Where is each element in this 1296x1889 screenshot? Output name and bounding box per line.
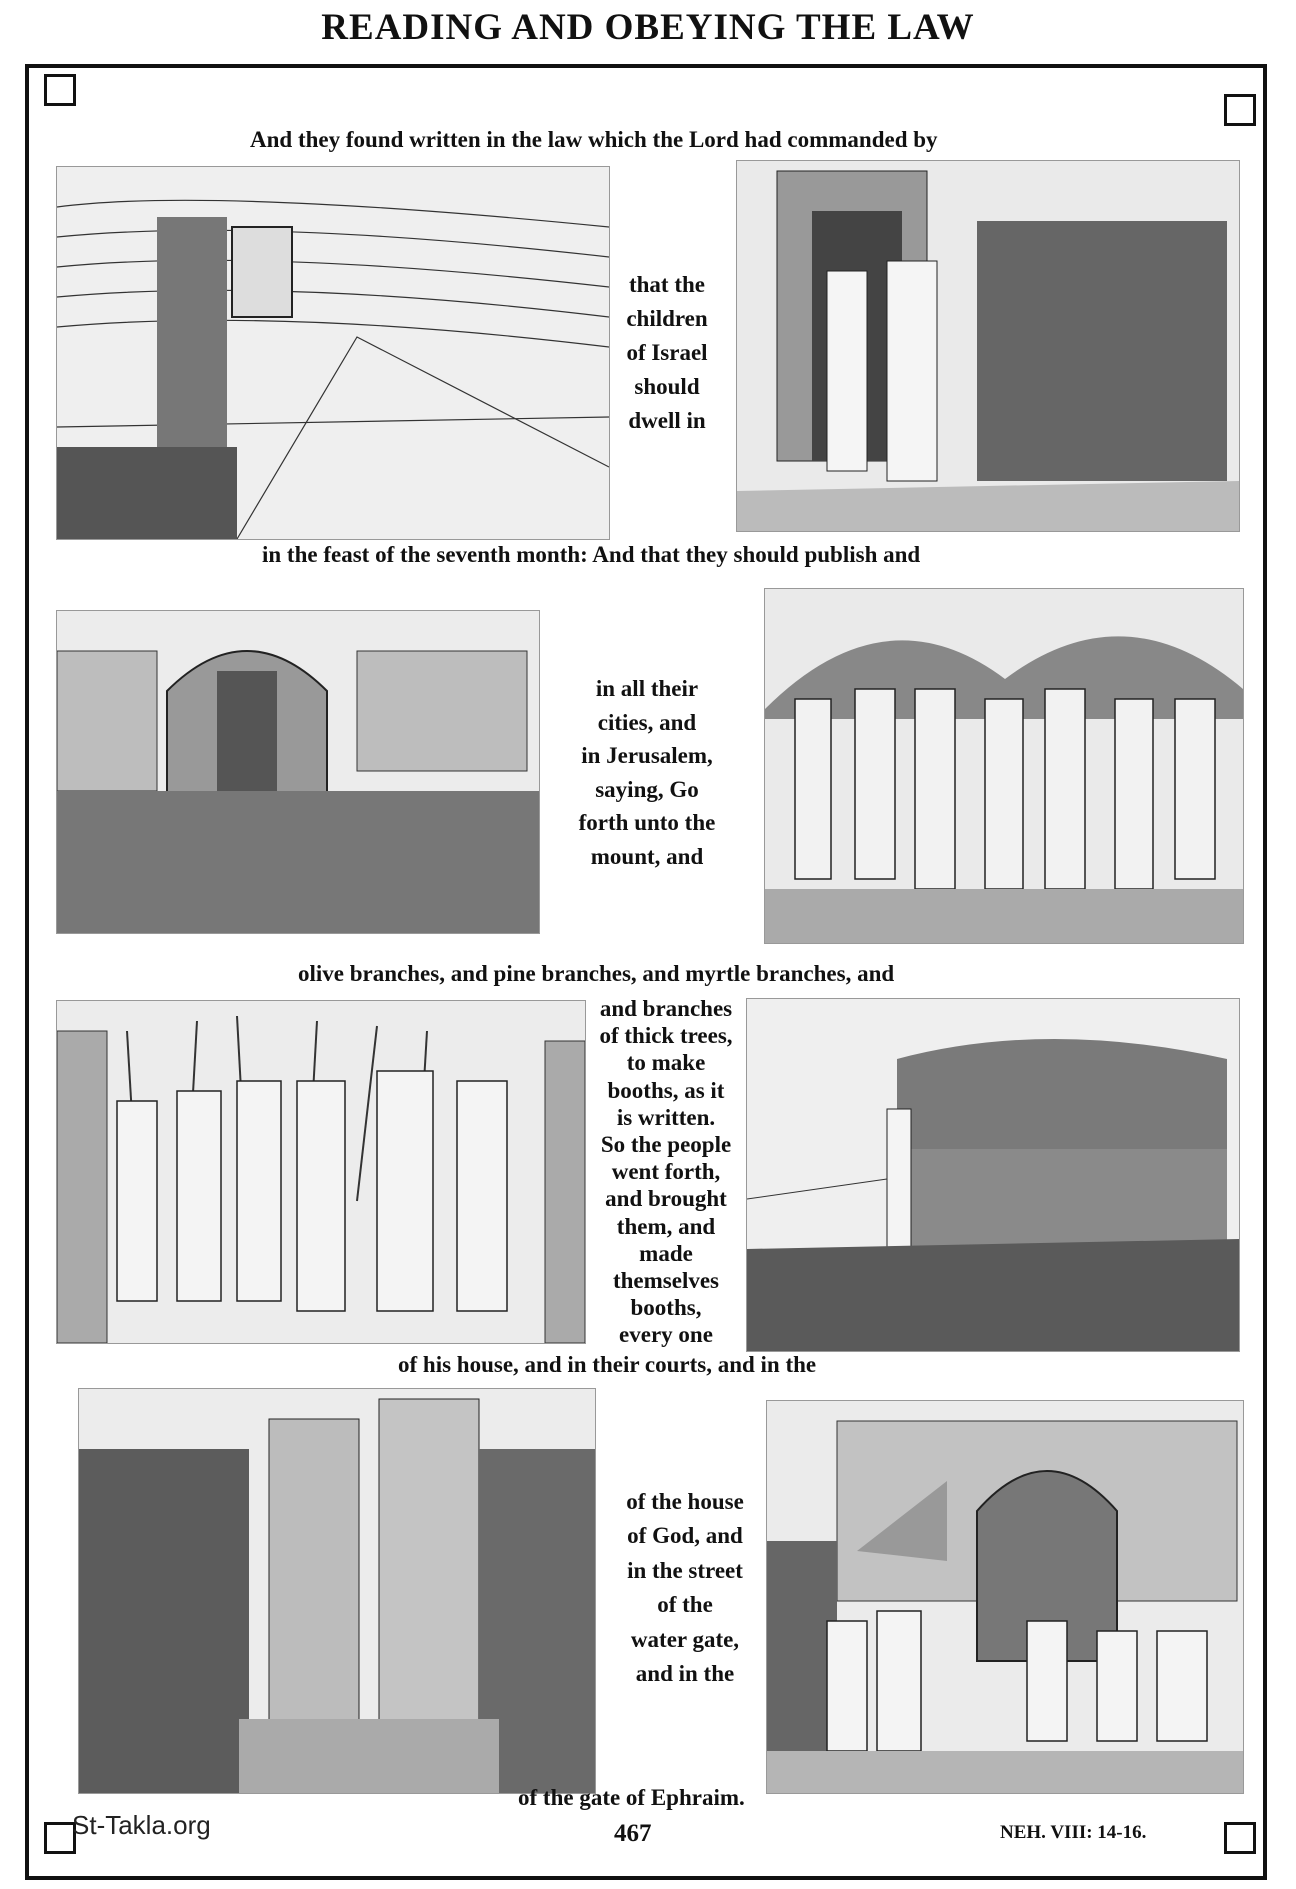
verse-line-5: of the gate of Ephraim. [518,1785,745,1810]
column-line: in the street [627,1557,743,1583]
column-line: children [626,306,708,331]
illustration-house-dwellers [736,160,1240,532]
column-line: to make [626,1050,706,1076]
column-line: that the [628,272,706,297]
verse-column-2 [560,672,734,873]
illustration-tower-courtyard [78,1388,596,1794]
verse-line-3: olive branches, and pine branches, and myrtle branches, and [298,961,895,986]
verse-column-3 [586,995,746,1349]
column-line: water gate, [630,1626,740,1652]
verse-line-2: in the feast of the seventh month: And that they should publish and [262,542,921,567]
watermark: St-Takla.org [72,1810,211,1840]
column-line: forth unto the [578,810,716,835]
illustration-palm-bearers [56,1000,586,1344]
column-line: of the house [626,1489,744,1514]
scripture-reference: NEH. VIII: 14-16. [1000,1822,1147,1843]
illustration-rooftop-booth [746,998,1240,1352]
column-line: in all their [595,676,699,701]
column-line: of thick trees, [599,1023,733,1049]
column-line: in Jerusalem, [581,743,713,768]
corner-ornament-br [1224,1822,1256,1854]
column-line: booths, [630,1295,702,1321]
illustration-moses-tablets [56,166,610,540]
column-line: dwell in [628,408,706,433]
column-line: and brought [605,1186,727,1212]
illustration-branch-gatherers [764,588,1244,944]
column-line: is written. [616,1104,716,1130]
column-line: cities, and [597,709,697,735]
column-line: So the people [600,1132,732,1158]
column-line: made [639,1240,693,1266]
column-line: should [634,374,700,399]
column-line: of Israel [626,340,708,365]
column-line: went forth, [611,1159,721,1185]
column-line: of the [657,1592,713,1618]
column-line: and in the [635,1661,735,1687]
illustration-ephraim-gate [766,1400,1244,1794]
column-line: saying, Go [595,776,699,802]
column-line: mount, and [590,843,704,869]
page-title: READING AND OBEYING THE LAW [321,7,975,48]
column-line: themselves [612,1268,720,1294]
column-line: of God, and [627,1523,743,1549]
verse-line-1: And they found written in the law which the Lord had commanded by [250,127,938,152]
column-line: and branches [599,996,733,1021]
verse-column-4 [610,1485,760,1691]
corner-ornament-tl [44,74,76,106]
verse-column-1 [608,268,726,438]
column-line: booths, as it [607,1077,725,1103]
column-line: them, and [616,1213,716,1239]
corner-ornament-tr [1224,94,1256,126]
illustration-gate-proclamation [56,610,540,934]
column-line: every one [619,1322,713,1348]
page-number: 467 [614,1820,652,1847]
verse-line-4: of his house, and in their courts, and in the [398,1352,817,1377]
